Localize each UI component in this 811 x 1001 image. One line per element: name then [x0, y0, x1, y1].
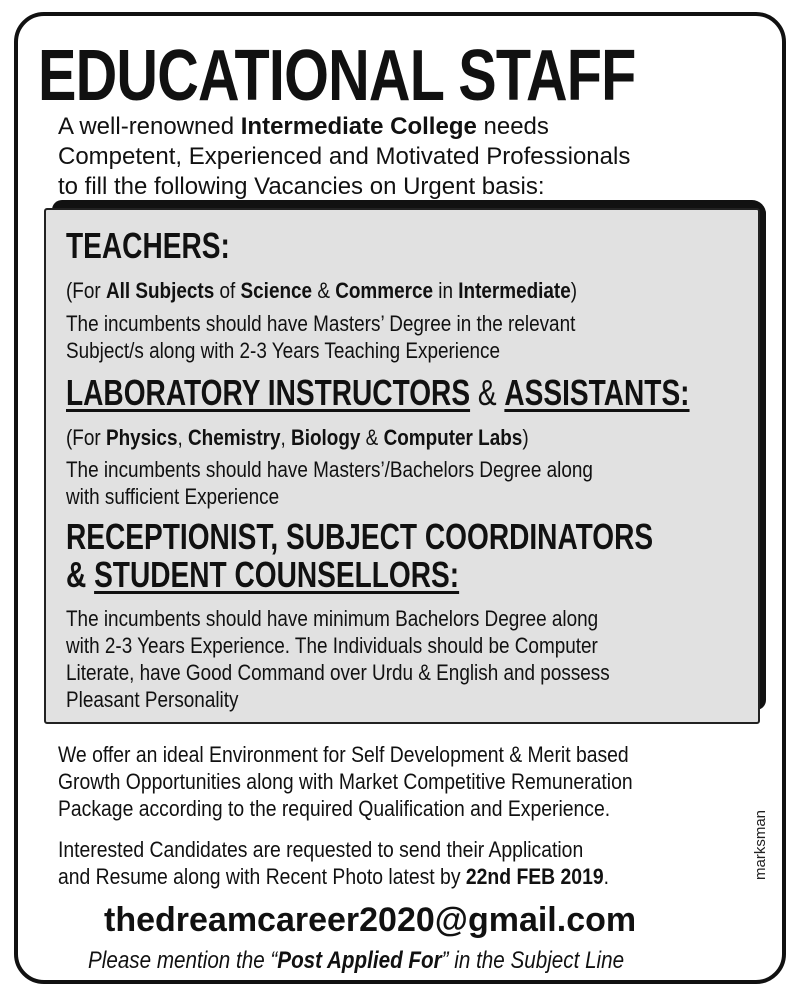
- lab-line-2: with sufficient Experience: [66, 484, 280, 509]
- intro-line-2: Competent, Experienced and Motivated Professionals: [58, 143, 631, 170]
- lab-line-1: The incumbents should have Masters’/Bachelors Degree along: [66, 457, 593, 482]
- teachers-line-1: The incumbents should have Masters’ Degree in the relevant: [66, 311, 576, 336]
- reception-line-3: Literate, have Good Command over Urdu & English and possess: [66, 660, 610, 685]
- watermark: marksman: [752, 809, 769, 880]
- apply-line-2: and Resume along with Recent Photo latest by 22nd FEB 2019.: [58, 864, 610, 889]
- reception-heading-1: RECEPTIONIST, SUBJECT COORDINATORS: [66, 516, 654, 557]
- reception-heading-2: & STUDENT COUNSELLORS:: [66, 554, 460, 595]
- intro-line-3: to fill the following Vacancies on Urgent basis:: [58, 173, 545, 200]
- teachers-line-2: Subject/s along with 2-3 Years Teaching Experience: [66, 338, 501, 363]
- offer-line-3: Package according to the required Qualification and Experience.: [58, 796, 611, 821]
- ad-title: EDUCATIONAL STAFF: [38, 36, 636, 116]
- reception-line-4: Pleasant Personality: [66, 687, 239, 712]
- reception-line-1: The incumbents should have minimum Bachelors Degree along: [66, 606, 599, 631]
- intro-line-1: A well-renowned Intermediate College needs: [58, 113, 549, 140]
- lab-heading: LABORATORY INSTRUCTORS & ASSISTANTS:: [66, 372, 690, 413]
- apply-line-1: Interested Candidates are requested to send their Application: [58, 837, 584, 862]
- subject-line-note: Please mention the “Post Applied For” in the Subject Line: [88, 947, 625, 974]
- teachers-heading: TEACHERS:: [66, 225, 230, 266]
- offer-line-1: We offer an ideal Environment for Self Development & Merit based: [58, 742, 629, 767]
- email-link[interactable]: thedreamcareer2020@gmail.com: [104, 901, 637, 939]
- reception-line-2: with 2-3 Years Experience. The Individuals should be Computer: [66, 633, 598, 658]
- lab-subjects: (For Physics, Chemistry, Biology & Computer Labs): [66, 425, 529, 450]
- teachers-subjects: (For All Subjects of Science & Commerce in Intermediate): [66, 278, 578, 303]
- offer-line-2: Growth Opportunities along with Market Competitive Remuneration: [58, 769, 633, 794]
